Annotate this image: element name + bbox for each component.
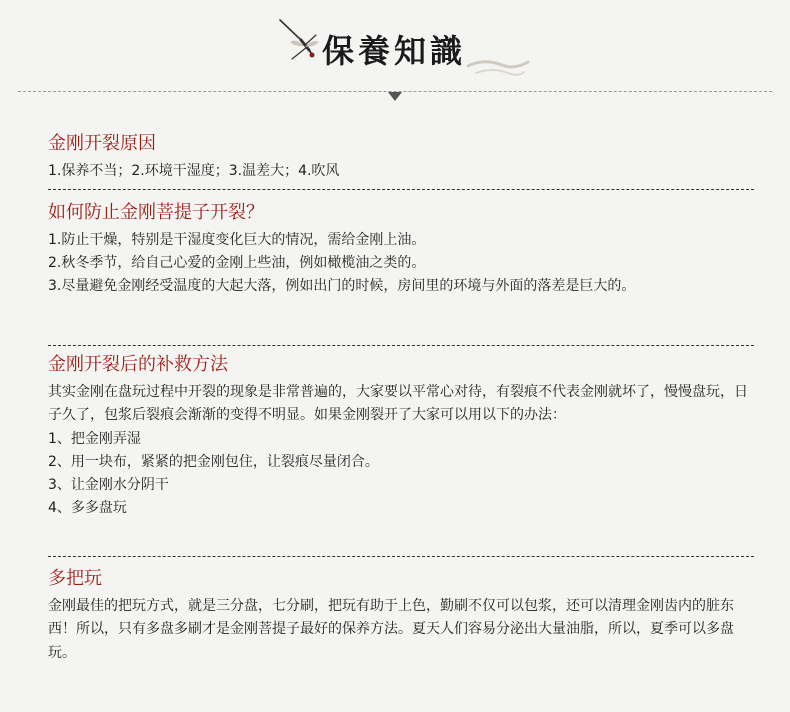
header-banner (0, 0, 790, 100)
list-item: 3、让金刚水分阴干 (48, 476, 169, 493)
section-title: 如何防止金刚菩提子开裂？ (48, 202, 264, 223)
section-title: 多把玩 (48, 568, 102, 589)
down-arrow-icon (388, 92, 402, 101)
section-title: 金刚开裂后的补救方法 (48, 354, 228, 375)
section-divider (48, 556, 754, 557)
section-title: 金刚开裂原因 (48, 133, 156, 154)
play-paragraph: 金刚最佳的把玩方式，就是三分盘，七分刷，把玩有助于上色，勤刷不仅可以包浆，还可以清理金刚齿内的脏东西！所以，只有多盘多刷才是金刚菩提子最好的保养方法。夏天人们容易分泌出大量油脂，所以，夏季可以多盘玩。 (48, 598, 734, 661)
list-item: 2.秋冬季节，给自己心爱的金刚上些油，例如橄榄油之类的。 (48, 255, 426, 271)
list-item: 2、用一块布，紧紧的把金刚包住，让裂痕尽量闭合。 (48, 453, 379, 470)
list-item: 3.尽量避免金刚经受温度的大起大落，例如出门的时候，房间里的环境与外面的落差是巨大的。 (48, 278, 636, 294)
page-title: 保養知識 (322, 32, 467, 70)
ink-wave-decoration (462, 56, 532, 82)
section-repair (48, 353, 758, 520)
list-item: 1.防止干燥，特别是干湿度变化巨大的情况，需给金刚上油。 (48, 232, 426, 248)
section-divider (48, 345, 754, 346)
section-divider (48, 189, 754, 190)
dragonfly-icon (276, 16, 322, 62)
list-item: 1、把金刚弄湿 (48, 430, 141, 447)
section-prevention (48, 201, 758, 298)
section-crack-causes (48, 132, 758, 183)
cause-list: 1.保养不当；2.环境干湿度；3.温差大；4.吹风 (48, 163, 340, 179)
list-item: 4、多多盘玩 (48, 499, 127, 516)
section-play-more (48, 567, 758, 665)
repair-paragraph: 其实金刚在盘玩过程中开裂的现象是非常普遍的，大家要以平常心对待，有裂痕不代表金刚就坏了，慢慢盘玩，日子久了，包浆后裂痕会渐渐的变得不明显。如果金刚裂开了大家可以用以下的办法： (48, 384, 748, 424)
